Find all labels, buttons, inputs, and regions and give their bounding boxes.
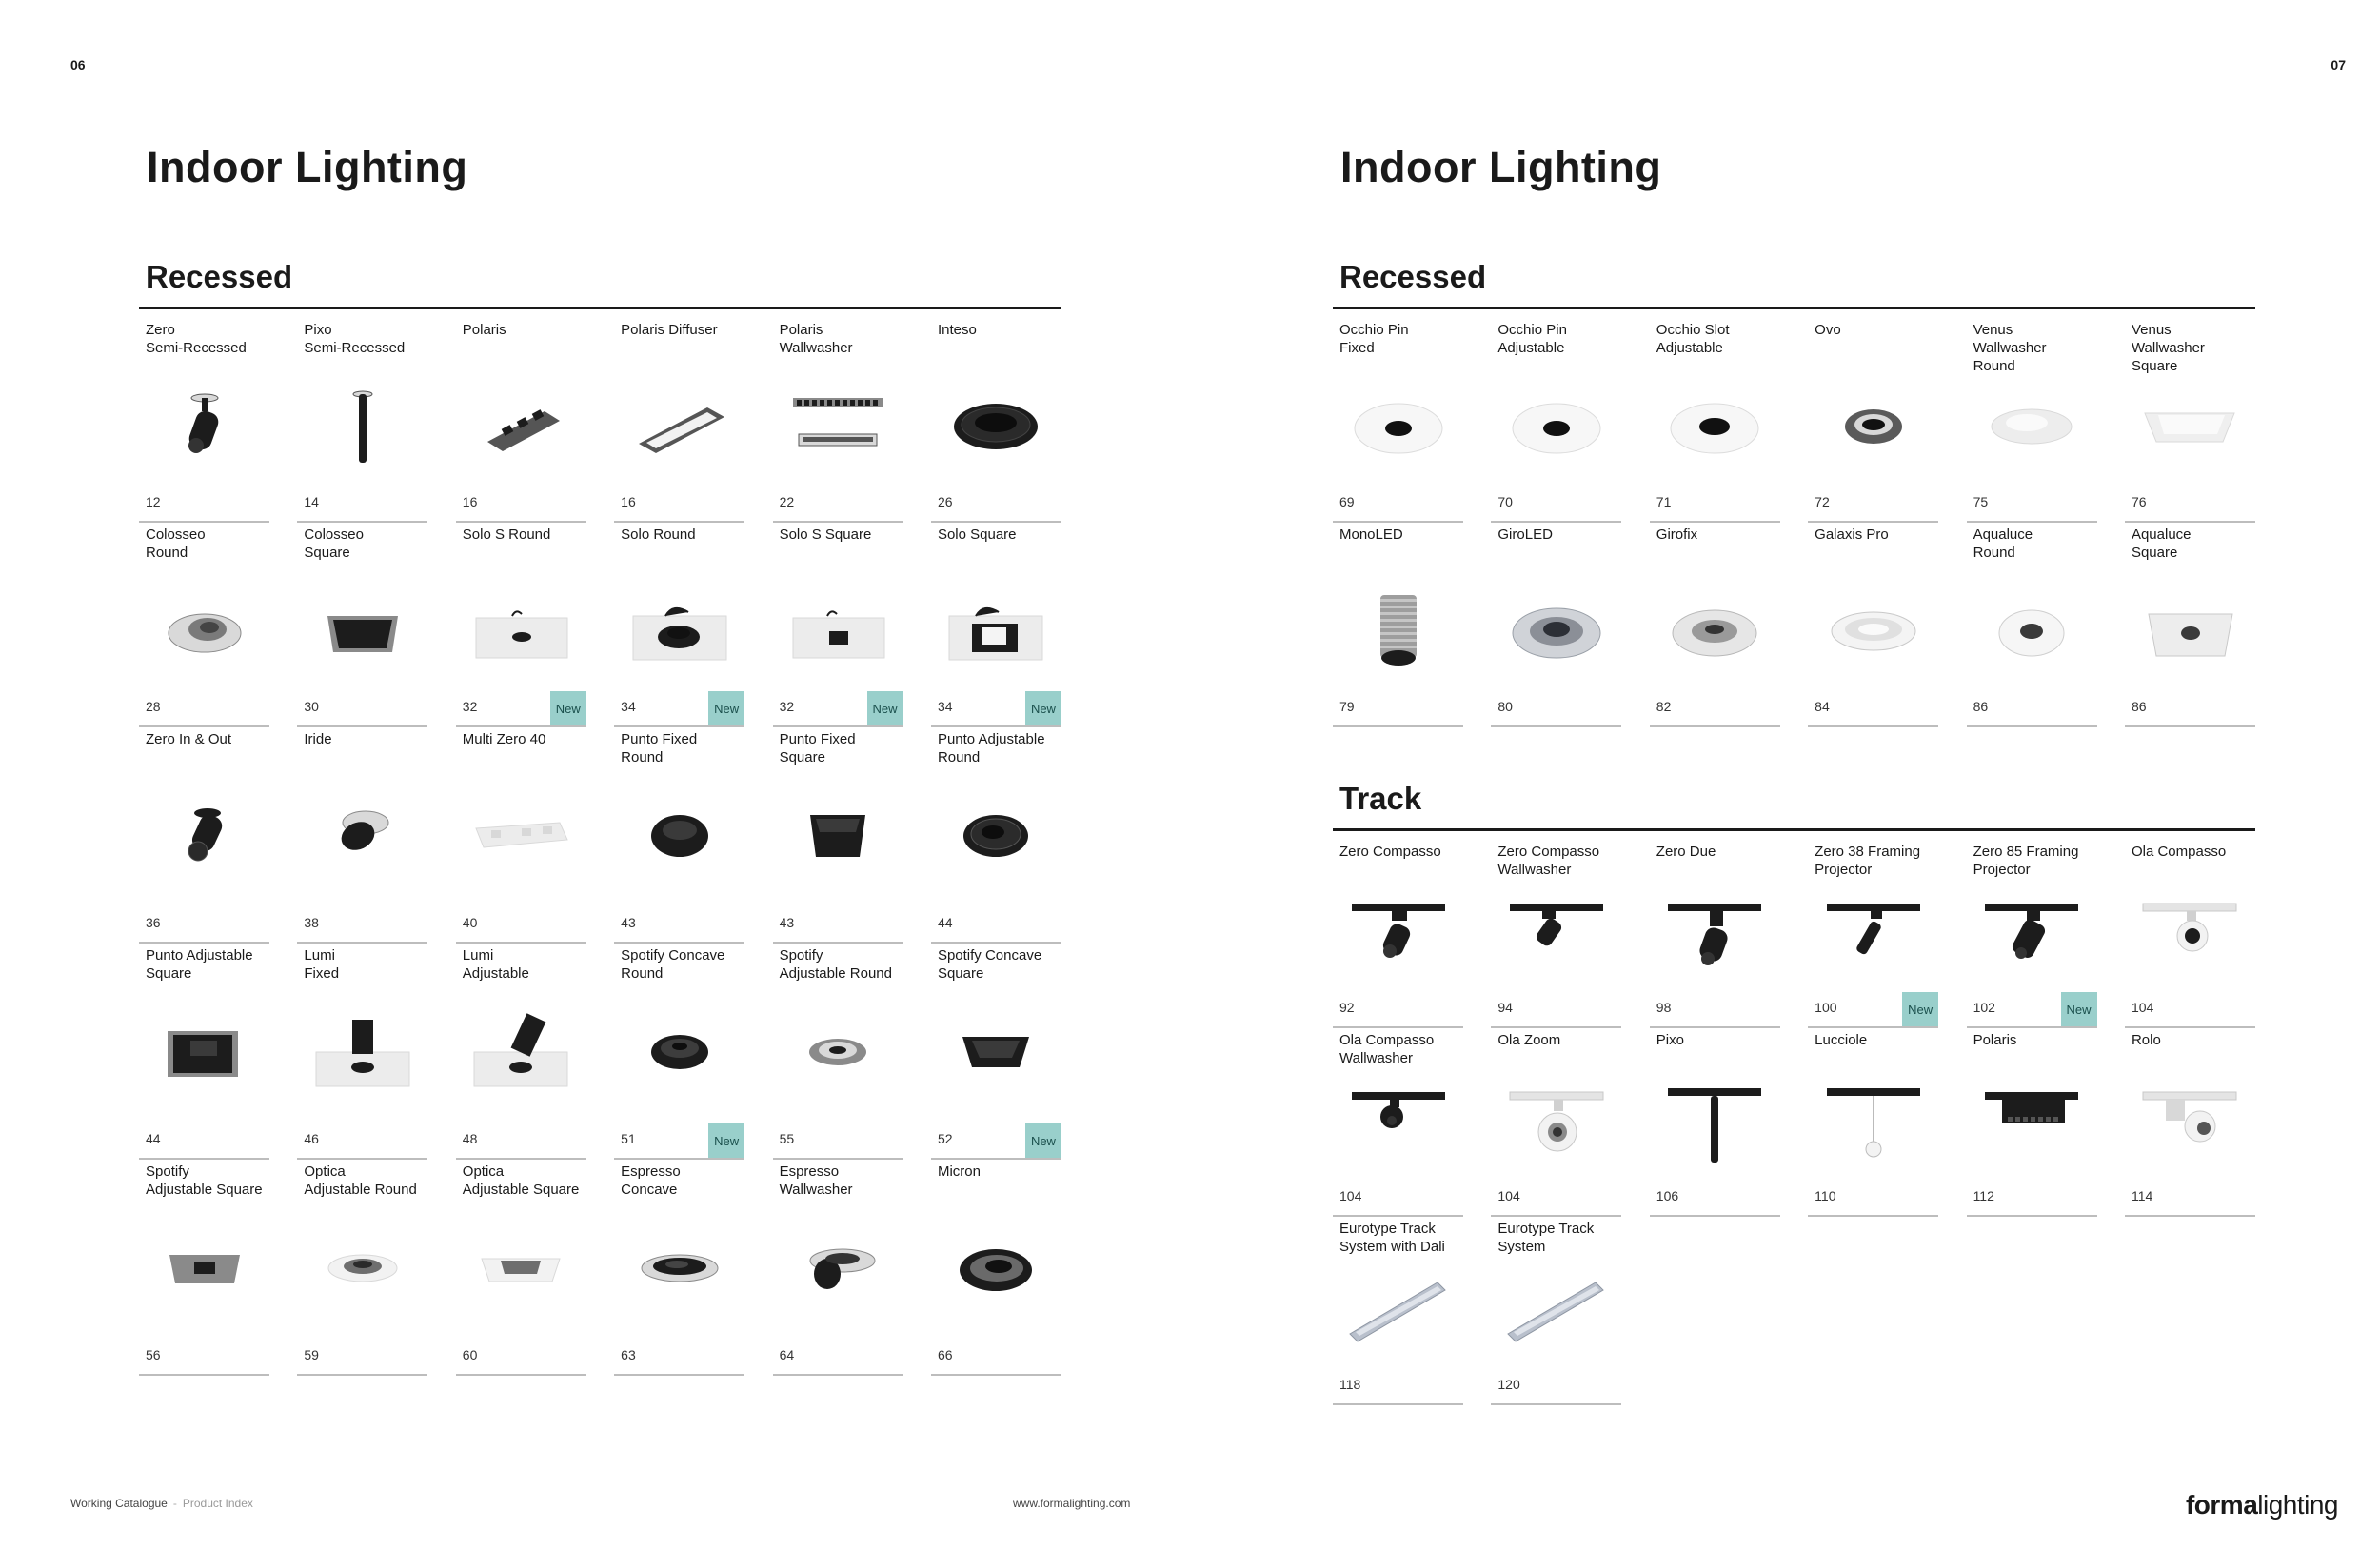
spot-in-out-icon	[145, 785, 264, 889]
product-name: Occhio Pin Fixed	[1339, 322, 1409, 356]
new-badge: New	[550, 691, 586, 725]
product-card[interactable]	[773, 727, 903, 944]
page-number-right: 07	[2330, 57, 2346, 72]
page-reference: 104	[1497, 1188, 1520, 1203]
card-rule	[1333, 1403, 1463, 1405]
product-name: Espresso Wallwasher	[779, 1163, 853, 1198]
track-white-zoom-icon	[1497, 1074, 1616, 1169]
product-card[interactable]	[1650, 523, 1780, 727]
venus-square-icon	[2131, 375, 2250, 480]
product-name: Polaris Wallwasher	[779, 322, 853, 356]
product-card[interactable]	[1808, 318, 1938, 523]
plate-round-icon	[620, 580, 739, 685]
product-name: Galaxis Pro	[1815, 527, 1889, 543]
page-reference: 120	[1497, 1377, 1520, 1392]
optica-square-icon	[462, 1217, 581, 1321]
product-name: Optica Adjustable Round	[304, 1163, 417, 1198]
product-card[interactable]	[1333, 523, 1463, 727]
product-name: Eurotype Track System with Dali	[1339, 1221, 1445, 1255]
card-rule	[456, 1374, 586, 1376]
footer-url[interactable]: www.formalighting.com	[1013, 1497, 1131, 1510]
linear-wallwasher-icon	[779, 375, 898, 480]
card-rule	[1650, 725, 1780, 727]
logo-bold: forma	[2185, 1490, 2258, 1520]
product-name: Iride	[304, 731, 332, 747]
product-card[interactable]	[773, 318, 903, 523]
product-card[interactable]	[2125, 1028, 2255, 1217]
card-rule	[297, 1374, 427, 1376]
galaxis-icon	[1814, 580, 1933, 685]
girofix-icon	[1656, 580, 1775, 685]
product-name: Zero Compasso	[1339, 844, 1441, 860]
giroled-icon	[1497, 580, 1616, 685]
product-name: Colosseo Round	[146, 527, 206, 561]
page-reference: 56	[146, 1347, 161, 1362]
product-card[interactable]	[297, 523, 427, 727]
product-card[interactable]	[1967, 523, 2097, 727]
track-white-icon	[2131, 885, 2250, 981]
product-card[interactable]	[2125, 523, 2255, 727]
product-name: Punto Adjustable Round	[937, 731, 1045, 765]
product-card[interactable]	[773, 944, 903, 1160]
page-reference: 104	[1339, 1188, 1362, 1203]
card-rule	[1808, 725, 1938, 727]
product-name: Pixo Semi-Recessed	[304, 322, 406, 356]
card-rule	[2125, 725, 2255, 727]
multi-linear-icon	[462, 375, 581, 480]
product-card[interactable]	[1808, 1028, 1938, 1217]
track-linear-icon	[1973, 1074, 2092, 1169]
product-card[interactable]	[139, 523, 269, 727]
product-name: GiroLED	[1497, 527, 1553, 543]
product-card[interactable]	[1967, 318, 2097, 523]
page-reference: 82	[1656, 699, 1672, 714]
page-number-left: 06	[70, 57, 86, 72]
page-reference: 43	[621, 915, 636, 930]
page-reference: 26	[937, 494, 953, 509]
product-card[interactable]	[931, 727, 1061, 944]
plate-round-small-icon	[462, 580, 581, 685]
page-reference: 38	[304, 915, 319, 930]
product-name: Zero In & Out	[146, 731, 232, 747]
section-title: Track	[1339, 781, 1422, 816]
product-card[interactable]	[931, 318, 1061, 523]
page-reference: 22	[779, 494, 795, 509]
product-card[interactable]	[139, 1160, 269, 1376]
plate-square-small-icon	[779, 580, 898, 685]
card-rule	[614, 1374, 744, 1376]
product-name: Optica Adjustable Square	[462, 1163, 580, 1198]
product-card[interactable]	[931, 1160, 1061, 1376]
occhio-slot-icon	[1656, 375, 1775, 480]
product-card[interactable]	[1650, 1028, 1780, 1217]
page-reference: 14	[304, 494, 319, 509]
card-rule	[1491, 725, 1621, 727]
page-reference: 34	[937, 699, 953, 714]
new-badge: New	[2061, 992, 2097, 1026]
product-grid	[1333, 318, 2255, 727]
page-reference: 98	[1656, 1000, 1672, 1015]
page-reference: 32	[779, 699, 795, 714]
product-card[interactable]	[1491, 318, 1621, 523]
page-title: Indoor Lighting	[147, 143, 468, 191]
product-name: Punto Fixed Square	[779, 731, 856, 765]
card-rule	[1491, 1403, 1621, 1405]
pendant-rod-icon	[303, 375, 422, 480]
product-card[interactable]	[773, 523, 903, 727]
product-card[interactable]	[297, 1160, 427, 1376]
product-card[interactable]	[297, 318, 427, 523]
product-card[interactable]	[1491, 1028, 1621, 1217]
square-black-icon	[303, 580, 422, 685]
page-reference: 72	[1815, 494, 1830, 509]
new-badge: New	[1025, 1123, 1061, 1158]
page-reference: 100	[1815, 1000, 1837, 1015]
product-card[interactable]	[1491, 1217, 1621, 1405]
concave-round-icon	[620, 1001, 739, 1105]
product-name: Punto Fixed Round	[621, 731, 698, 765]
page-reference: 46	[304, 1131, 319, 1146]
round-grey-icon	[145, 580, 264, 685]
product-name: Eurotype Track System	[1497, 1221, 1595, 1255]
product-name: Lumi Adjustable	[462, 947, 529, 982]
aqualuce-square-icon	[2131, 580, 2250, 685]
product-card[interactable]	[1333, 840, 1463, 1028]
logo-light: lighting	[2257, 1490, 2338, 1520]
product-name: Lumi Fixed	[304, 947, 340, 982]
product-card[interactable]	[1967, 1028, 2097, 1217]
product-name: Solo Round	[621, 527, 696, 543]
product-card[interactable]	[1808, 523, 1938, 727]
product-name: Occhio Pin Adjustable	[1497, 322, 1567, 356]
section-title: Recessed	[1339, 259, 1487, 294]
product-card[interactable]	[1491, 523, 1621, 727]
recessed-section	[139, 259, 1061, 1362]
product-name: Micron	[937, 1163, 981, 1180]
page-reference: 55	[779, 1131, 795, 1146]
product-card[interactable]	[1333, 1028, 1463, 1217]
product-name: Girofix	[1656, 527, 1698, 543]
product-name: Polaris	[462, 322, 506, 338]
product-card[interactable]	[1333, 1217, 1463, 1405]
section-rule	[1333, 828, 2255, 831]
page-reference: 94	[1497, 1000, 1513, 1015]
espresso-wallwasher-icon	[779, 1217, 898, 1321]
new-badge: New	[708, 1123, 744, 1158]
section-rule	[139, 307, 1061, 309]
product-card[interactable]	[1808, 840, 1938, 1028]
tilt-spot-icon	[303, 785, 422, 889]
product-name: Aqualuce Square	[2131, 527, 2192, 561]
track-spot-due-icon	[1656, 885, 1775, 981]
footer-breadcrumb	[70, 1497, 253, 1510]
spot-semi-recessed-icon	[145, 375, 264, 480]
ovo-icon	[1814, 375, 1933, 480]
product-name: Zero Due	[1656, 844, 1716, 860]
page-reference: 86	[1973, 699, 1989, 714]
page-reference: 104	[2131, 1000, 2154, 1015]
page-reference: 69	[1339, 494, 1355, 509]
page-reference: 106	[1656, 1188, 1679, 1203]
card-rule	[773, 1374, 903, 1376]
product-name: Solo S Round	[462, 527, 551, 543]
product-name: Ovo	[1815, 322, 1841, 338]
page-reference: 86	[2131, 699, 2147, 714]
product-card	[1650, 1217, 1780, 1405]
downlight-round-black-icon	[937, 375, 1056, 480]
new-badge: New	[708, 691, 744, 725]
linear-diffuser-icon	[620, 375, 739, 480]
product-card[interactable]	[1967, 840, 2097, 1028]
brand-logo	[2186, 1490, 2338, 1520]
product-card[interactable]	[297, 727, 427, 944]
product-card[interactable]	[1650, 318, 1780, 523]
page-reference: 44	[146, 1131, 161, 1146]
product-name: Venus Wallwasher Round	[1973, 322, 2047, 374]
product-name: Occhio Slot Adjustable	[1656, 322, 1730, 356]
punto-adj-square-icon	[145, 1001, 264, 1105]
product-name: Spotify Concave Square	[937, 947, 1042, 982]
card-rule	[931, 1374, 1061, 1376]
product-card	[1967, 1217, 2097, 1405]
product-grid	[1333, 840, 2255, 1405]
track-black-small-icon	[1339, 1074, 1458, 1169]
product-card[interactable]	[614, 727, 744, 944]
product-name: Lucciole	[1815, 1032, 1868, 1048]
new-badge: New	[1902, 992, 1938, 1026]
product-name: MonoLED	[1339, 527, 1403, 543]
product-name: Spotify Concave Round	[621, 947, 725, 982]
product-name: Punto Adjustable Square	[146, 947, 253, 982]
product-card[interactable]	[1333, 318, 1463, 523]
track-profile-icon	[1339, 1262, 1458, 1358]
track-spot-icon	[1339, 885, 1458, 981]
page-reference: 64	[779, 1347, 795, 1362]
lumi-adjustable-icon	[462, 1001, 581, 1105]
product-name: Polaris Diffuser	[621, 322, 718, 338]
punto-round-icon	[620, 785, 739, 889]
track-pendant-icon	[1814, 1074, 1933, 1169]
punto-adj-round-icon	[937, 785, 1056, 889]
venus-round-icon	[1973, 375, 2092, 480]
product-name: Ola Compasso	[2131, 844, 2227, 860]
product-name: Zero 38 Framing Projector	[1815, 844, 1921, 878]
page-reference: 70	[1497, 494, 1513, 509]
page-reference: 32	[462, 699, 478, 714]
track-projector-85-icon	[1973, 885, 2092, 981]
page-reference: 112	[1973, 1188, 1994, 1203]
punto-square-icon	[779, 785, 898, 889]
micron-icon	[937, 1217, 1056, 1321]
product-name: Colosseo Square	[304, 527, 364, 561]
page-reference: 92	[1339, 1000, 1355, 1015]
footer-catalogue: Working Catalogue	[70, 1497, 168, 1510]
product-name: Pixo	[1656, 1032, 1684, 1048]
page-reference: 12	[146, 494, 161, 509]
page-reference: 52	[937, 1131, 953, 1146]
track-projector-icon	[1814, 885, 1933, 981]
page-reference: 63	[621, 1347, 636, 1362]
product-card[interactable]	[139, 318, 269, 523]
product-name: Venus Wallwasher Square	[2131, 322, 2205, 374]
product-name: Zero Semi-Recessed	[146, 322, 247, 356]
page-reference: 34	[621, 699, 636, 714]
product-card[interactable]	[139, 944, 269, 1160]
page-reference: 59	[304, 1347, 319, 1362]
product-card[interactable]	[2125, 318, 2255, 523]
page-reference: 30	[304, 699, 319, 714]
page-reference: 71	[1656, 494, 1672, 509]
product-card[interactable]	[456, 318, 586, 523]
page-reference: 16	[462, 494, 478, 509]
footer-section: Product Index	[182, 1497, 253, 1510]
product-card[interactable]	[614, 1160, 744, 1376]
product-name: Zero 85 Framing Projector	[1973, 844, 2079, 878]
product-card[interactable]	[456, 523, 586, 727]
page-reference: 79	[1339, 699, 1355, 714]
product-card[interactable]	[1491, 840, 1621, 1028]
product-name: Spotify Adjustable Square	[146, 1163, 263, 1198]
product-card	[2125, 1217, 2255, 1405]
page-reference: 51	[621, 1131, 636, 1146]
product-card[interactable]	[614, 318, 744, 523]
page-reference: 16	[621, 494, 636, 509]
recessed-section	[1333, 259, 2255, 714]
page-reference: 66	[937, 1347, 953, 1362]
product-name: Solo S Square	[779, 527, 872, 543]
page-reference: 60	[462, 1347, 478, 1362]
multi-white-icon	[462, 785, 581, 889]
aqualuce-round-icon	[1973, 580, 2092, 685]
card-rule	[1967, 725, 2097, 727]
concave-square-icon	[937, 1001, 1056, 1105]
page-reference: 28	[146, 699, 161, 714]
page-reference: 40	[462, 915, 478, 930]
lumi-fixed-icon	[303, 1001, 422, 1105]
product-card[interactable]	[1650, 840, 1780, 1028]
page-reference: 102	[1973, 1000, 1995, 1015]
product-grid	[139, 318, 1061, 1376]
track-white-rolo-icon	[2131, 1074, 2250, 1169]
track-section	[1333, 781, 2255, 1392]
product-card[interactable]	[931, 523, 1061, 727]
product-name: Espresso Concave	[621, 1163, 681, 1198]
product-card[interactable]	[456, 727, 586, 944]
product-card[interactable]	[456, 1160, 586, 1376]
product-name: Rolo	[2131, 1032, 2161, 1048]
product-card[interactable]	[614, 523, 744, 727]
product-name: Ola Zoom	[1497, 1032, 1561, 1048]
product-name: Ola Compasso Wallwasher	[1339, 1032, 1435, 1066]
track-profile-icon	[1497, 1262, 1616, 1358]
page-reference: 118	[1339, 1377, 1361, 1392]
page-reference: 76	[2131, 494, 2147, 509]
footer-separator: -	[172, 1497, 177, 1510]
product-name: Zero Compasso Wallwasher	[1497, 844, 1600, 878]
section-title: Recessed	[146, 259, 293, 294]
page-reference: 114	[2131, 1188, 2153, 1203]
product-name: Aqualuce Round	[1973, 527, 2033, 561]
optica-round-icon	[303, 1217, 422, 1321]
adjustable-square-grey-icon	[145, 1217, 264, 1321]
track-spot-tilt-icon	[1497, 885, 1616, 981]
product-card[interactable]	[139, 727, 269, 944]
page-reference: 48	[462, 1131, 478, 1146]
page-title: Indoor Lighting	[1340, 143, 1662, 191]
new-badge: New	[867, 691, 903, 725]
product-name: Spotify Adjustable Round	[779, 947, 892, 982]
card-rule	[1333, 725, 1463, 727]
card-rule	[139, 1374, 269, 1376]
product-card[interactable]	[2125, 840, 2255, 1028]
occhio-pin-icon	[1339, 375, 1458, 480]
product-card[interactable]	[297, 944, 427, 1160]
product-card[interactable]	[614, 944, 744, 1160]
product-card[interactable]	[773, 1160, 903, 1376]
product-name: Inteso	[937, 322, 977, 338]
page-reference: 44	[937, 915, 953, 930]
track-pendant-rod-icon	[1656, 1074, 1775, 1169]
page-reference: 110	[1815, 1188, 1836, 1203]
plate-square-icon	[937, 580, 1056, 685]
page-reference: 43	[779, 915, 795, 930]
monoled-icon	[1339, 580, 1458, 685]
product-card	[1808, 1217, 1938, 1405]
section-rule	[1333, 307, 2255, 309]
page-reference: 84	[1815, 699, 1830, 714]
page-reference: 36	[146, 915, 161, 930]
product-card[interactable]	[931, 944, 1061, 1160]
page-reference: 75	[1973, 494, 1989, 509]
product-card[interactable]	[456, 944, 586, 1160]
espresso-concave-icon	[620, 1217, 739, 1321]
product-name: Solo Square	[937, 527, 1017, 543]
new-badge: New	[1025, 691, 1061, 725]
adjustable-round-grey-icon	[779, 1001, 898, 1105]
occhio-pin-icon	[1497, 375, 1616, 480]
product-name: Polaris	[1973, 1032, 2017, 1048]
page-reference: 80	[1497, 699, 1513, 714]
product-name: Multi Zero 40	[462, 731, 546, 747]
